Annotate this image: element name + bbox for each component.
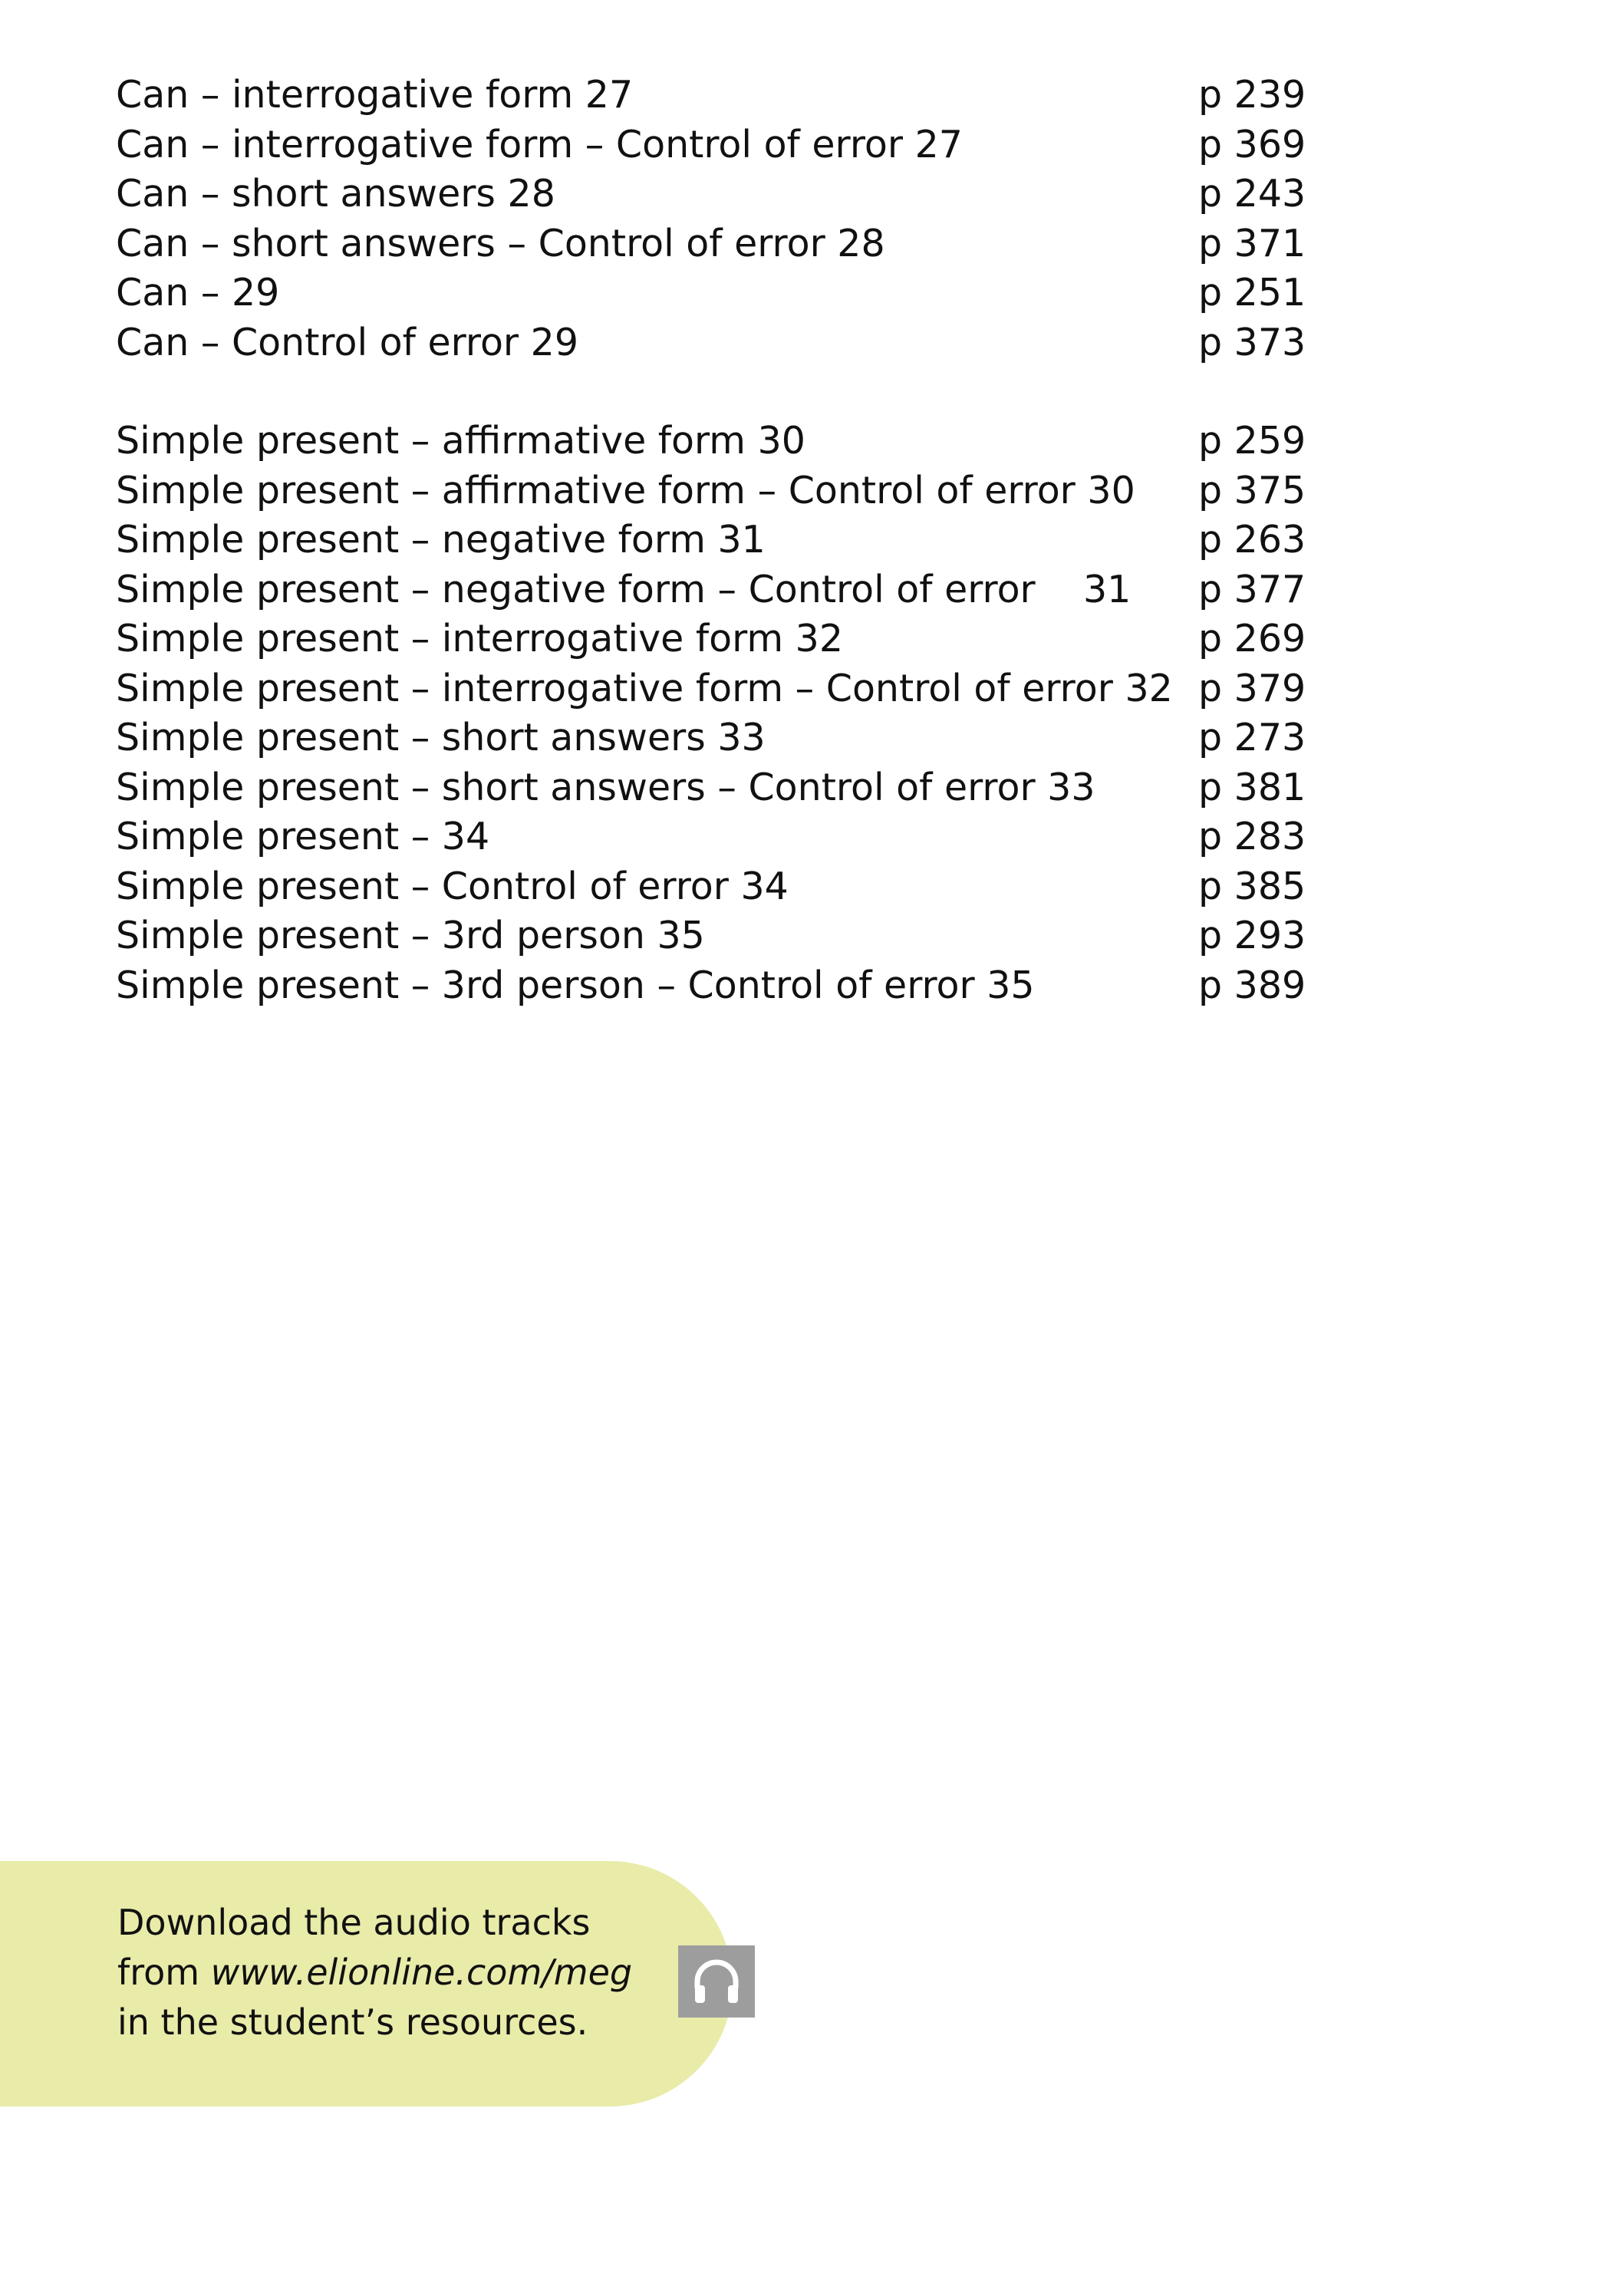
toc-entry: [116, 664, 1313, 714]
toc-entry: [116, 812, 1313, 862]
toc-entry-page: p 293: [1198, 914, 1306, 957]
toc-entry-title: Simple present – negative form 31: [116, 518, 766, 562]
toc-entry-page: p 369: [1198, 122, 1306, 166]
toc-entry: [116, 120, 1313, 170]
toc-entry: [116, 466, 1313, 516]
audio-download-text: [117, 1898, 632, 2047]
toc-entry-title: Can – interrogative form 27: [116, 73, 634, 117]
toc-entry-title: Simple present – interrogative form – Control of error 32: [116, 666, 1173, 710]
toc-entry-title: Can – Control of error 29: [116, 320, 579, 364]
toc-entry: [116, 961, 1313, 1011]
toc-entry-title: Simple present – interrogative form 32: [116, 617, 844, 660]
toc-entry-page: p 371: [1198, 221, 1306, 265]
toc-entry: [116, 614, 1313, 664]
toc-entry-page: p 385: [1198, 864, 1306, 908]
toc-entry: [116, 268, 1313, 318]
audio-line-3: in the student’s resources.: [117, 2001, 588, 2043]
toc-entry-title: Simple present – 3rd person – Control of error 35: [116, 963, 1035, 1007]
toc-entry: [116, 417, 1313, 466]
toc-entry-page: p 377: [1198, 567, 1306, 611]
toc-entry-title: Simple present – negative form – Control of error 31: [116, 567, 1132, 611]
toc-entry-page: p 283: [1198, 815, 1306, 858]
toc-entry: [116, 565, 1313, 615]
toc-entry-title: Can – 29: [116, 271, 280, 315]
audio-download-panel: [0, 1861, 733, 2107]
toc-entry-page: p 389: [1198, 963, 1306, 1007]
toc-entry-title: Simple present – affirmative form 30: [116, 419, 805, 463]
audio-download-link[interactable]: www.elionline.com/meg: [210, 1952, 633, 1993]
toc-entry-title: Simple present – short answers 33: [116, 716, 766, 759]
toc-entry-title: Simple present – 34: [116, 815, 490, 858]
toc-entry: [116, 516, 1313, 565]
toc-entry-page: p 381: [1198, 765, 1306, 809]
headphones-icon: [678, 1945, 755, 2018]
toc-entry-title: Can – interrogative form – Control of error 27: [116, 122, 963, 166]
toc-entry-title: Can – short answers – Control of error 28: [116, 221, 885, 265]
toc-entry-title: Simple present – 3rd person 35: [116, 914, 705, 957]
toc-entry-page: p 263: [1198, 518, 1306, 562]
toc-section-simple-present: [116, 417, 1313, 1010]
toc-entry-page: p 375: [1198, 468, 1306, 512]
toc-entry: [116, 318, 1313, 368]
toc-entry-title: Can – short answers 28: [116, 172, 555, 216]
toc-entry-page: p 269: [1198, 617, 1306, 660]
table-of-contents: [116, 71, 1313, 1010]
toc-entry: [116, 862, 1313, 912]
toc-entry-page: p 243: [1198, 172, 1306, 216]
toc-entry-page: p 379: [1198, 666, 1306, 710]
toc-entry: [116, 170, 1313, 219]
toc-entry-page: p 239: [1198, 73, 1306, 117]
toc-entry-page: p 373: [1198, 320, 1306, 364]
headphones-icon-graphic: [691, 1958, 742, 2005]
toc-entry-title: Simple present – affirmative form – Control of error 30: [116, 468, 1135, 512]
audio-line-2: [117, 1948, 632, 1998]
toc-entry-title: Simple present – Control of error 34: [116, 864, 789, 908]
toc-entry-page: p 273: [1198, 716, 1306, 759]
toc-entry: [116, 911, 1313, 961]
toc-entry: [116, 713, 1313, 763]
toc-entry: [116, 71, 1313, 120]
toc-entry-title: Simple present – short answers – Control of error 33: [116, 765, 1095, 809]
toc-entry-page: p 259: [1198, 419, 1306, 463]
audio-line-1: Download the audio tracks: [117, 1902, 591, 1943]
toc-entry-page: p 251: [1198, 271, 1306, 315]
audio-line-2-prefix: from: [117, 1952, 211, 1993]
toc-entry: [116, 763, 1313, 813]
toc-entry: [116, 219, 1313, 269]
toc-section-can: [116, 71, 1313, 367]
